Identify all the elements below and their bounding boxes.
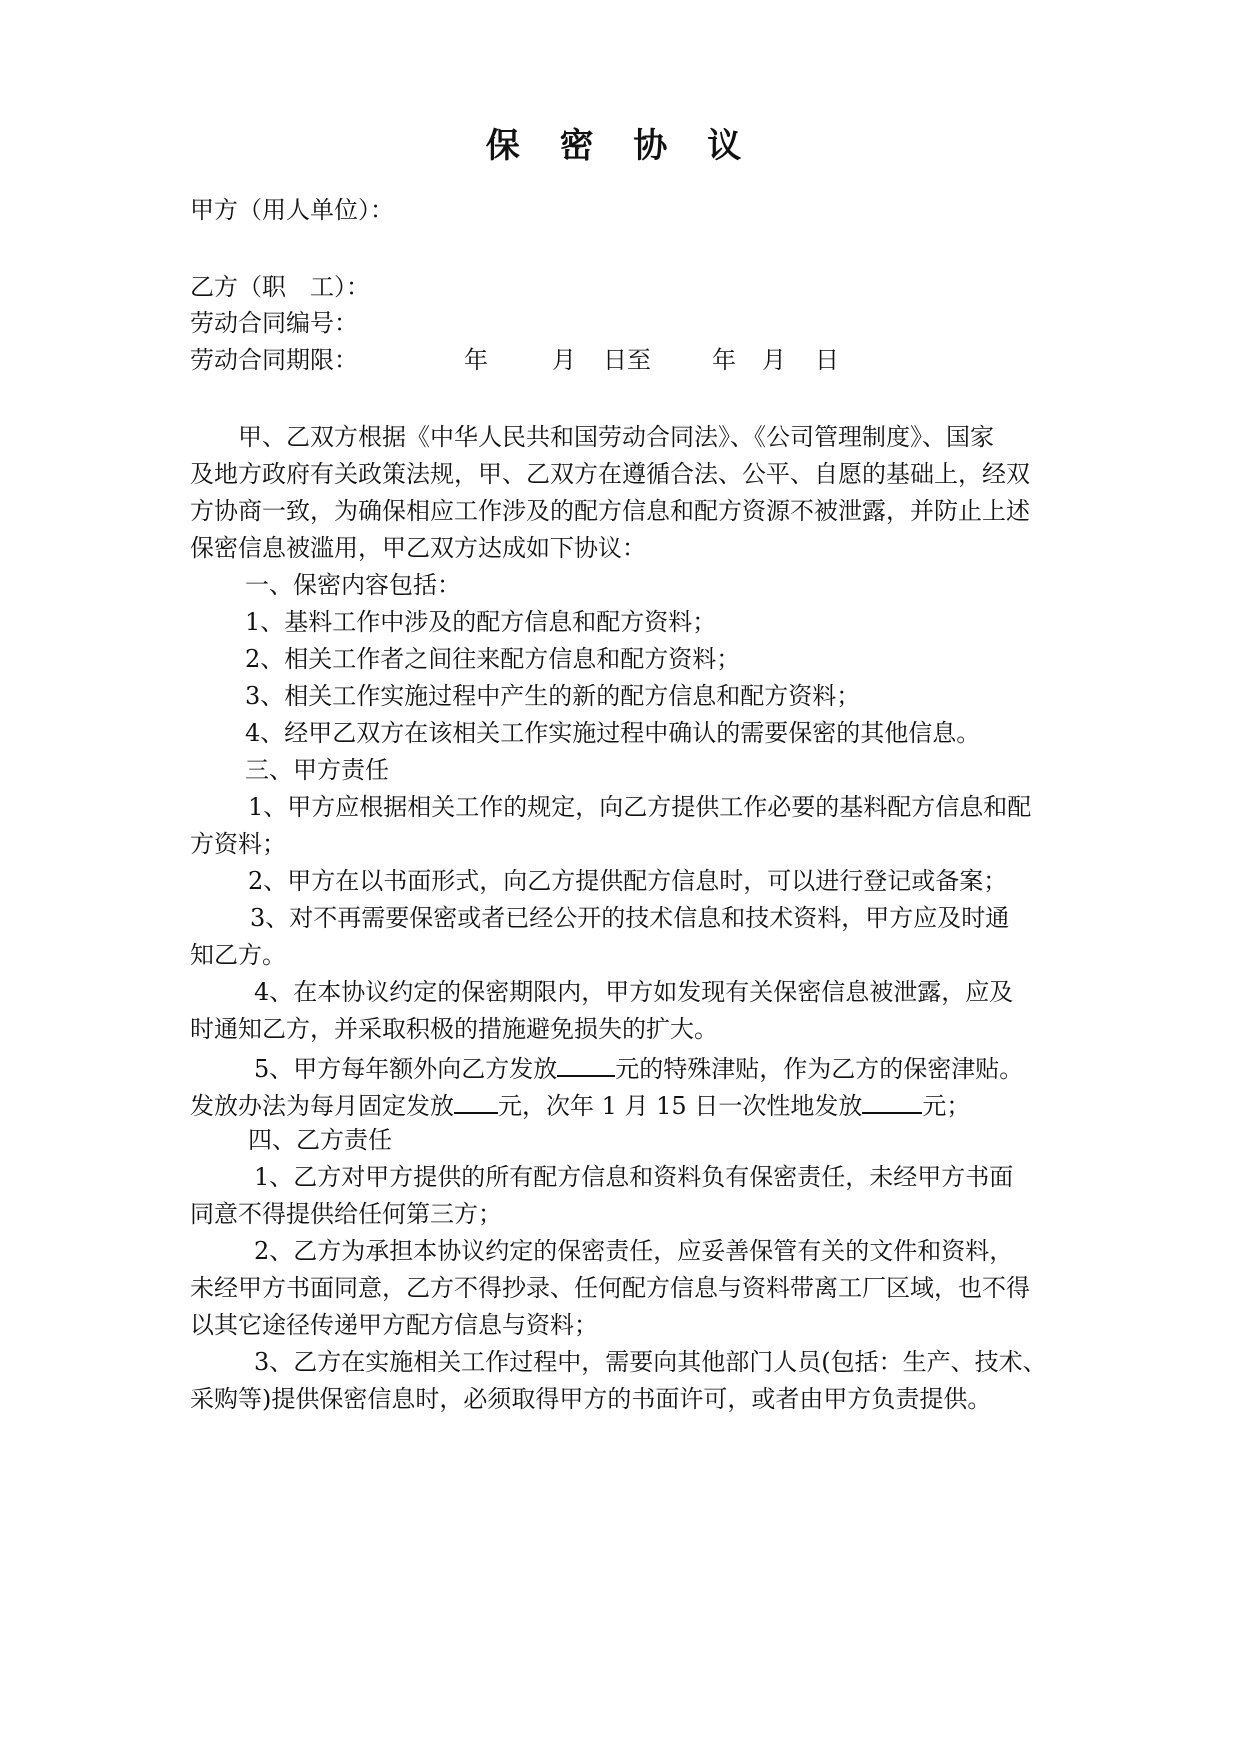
section4-item1-line: 同意不得提供给任何第三方； xyxy=(190,1200,502,1228)
section3-item1-line: 方资料； xyxy=(190,830,286,858)
contract-term-label: 劳动合同期限： xyxy=(190,346,358,374)
item5-text-d: 元，次年 1 月 15 日一次性地发放 xyxy=(498,1092,863,1120)
section1-item: 3、相关工作实施过程中产生的新的配方信息和配方资料； xyxy=(245,682,861,710)
item5-text-e: 元； xyxy=(922,1092,971,1120)
intro-line: 及地方政府有关政策法规，甲、乙双方在遵循合法、公平、自愿的基础上，经双 xyxy=(190,460,1030,488)
party-b-label: 乙方（职 工）： xyxy=(190,273,370,301)
section3-item5-line xyxy=(254,1049,1023,1086)
item5-text-a: 5、甲方每年额外向乙方发放 xyxy=(254,1055,558,1083)
intro-line: 甲、乙双方根据《中华人民共和国劳动合同法》、《公司管理制度》、国家 xyxy=(238,423,994,451)
section1-item: 2、相关工作者之间往来配方信息和配方资料； xyxy=(245,645,741,673)
party-a-label: 甲方（用人单位）： xyxy=(190,196,394,224)
item5-text-b: 元的特殊津贴，作为乙方的保密津贴。 xyxy=(615,1055,1024,1083)
term-end-day: 日 xyxy=(815,346,839,374)
section1-item: 4、经甲乙双方在该相关工作实施过程中确认的需要保密的其他信息。 xyxy=(245,719,981,747)
monthly-amount-blank xyxy=(454,1086,498,1114)
section4-item3-line: 3、乙方在实施相关工作过程中，需要向其他部门人员(包括：生产、技术、 xyxy=(254,1348,1047,1376)
term-end-month: 月 xyxy=(762,346,786,374)
lump-sum-blank xyxy=(862,1086,922,1114)
section3-heading: 三、甲方责任 xyxy=(245,756,389,784)
section4-item2-line: 未经甲方书面同意，乙方不得抄录、任何配方信息与资料带离工厂区域，也不得 xyxy=(190,1274,1030,1302)
section3-item3-line: 知乙方。 xyxy=(190,941,286,969)
term-start-month: 月 xyxy=(552,346,576,374)
document-title: 保 密 协 议 xyxy=(485,126,756,166)
intro-line: 保密信息被滥用，甲乙双方达成如下协议： xyxy=(190,534,646,562)
section4-item2-line: 以其它途径传递甲方配方信息与资料； xyxy=(190,1311,598,1339)
term-start-year: 年 xyxy=(464,346,488,374)
section3-item4-line: 4、在本协议约定的保密期限内，甲方如发现有关保密信息被泄露，应及 xyxy=(254,978,1014,1006)
section3-item2: 2、甲方在以书面形式，向乙方提供配方信息时，可以进行登记或备案； xyxy=(248,867,1008,895)
section3-item5-line xyxy=(190,1086,970,1123)
section1-heading: 一、保密内容包括： xyxy=(245,571,461,599)
term-end-year: 年 xyxy=(712,346,736,374)
annual-allowance-blank xyxy=(557,1049,615,1077)
section3-item4-line: 时通知乙方，并采取积极的措施避免损失的扩大。 xyxy=(190,1015,718,1043)
term-start-day: 日至 xyxy=(603,346,651,374)
section3-item3-line: 3、对不再需要保密或者已经公开的技术信息和技术资料，甲方应及时通 xyxy=(250,904,1010,932)
section1-item: 1、基料工作中涉及的配方信息和配方资料； xyxy=(245,608,717,636)
item5-text-c: 发放办法为每月固定发放 xyxy=(190,1092,454,1120)
section3-item1-line: 1、甲方应根据相关工作的规定，向乙方提供工作必要的基料配方信息和配 xyxy=(248,793,1032,821)
section4-item1-line: 1、乙方对甲方提供的所有配方信息和资料负有保密责任，未经甲方书面 xyxy=(254,1163,1014,1191)
section4-item2-line: 2、乙方为承担本协议约定的保密责任，应妥善保管有关的文件和资料， xyxy=(254,1237,1014,1265)
contract-number-label: 劳动合同编号： xyxy=(190,309,358,337)
section4-item3-line: 采购等)提供保密信息时，必须取得甲方的书面许可，或者由甲方负责提供。 xyxy=(190,1385,992,1413)
intro-line: 方协商一致，为确保相应工作涉及的配方信息和配方资源不被泄露，并防止上述 xyxy=(190,497,1030,525)
section4-heading: 四、乙方责任 xyxy=(248,1126,392,1154)
